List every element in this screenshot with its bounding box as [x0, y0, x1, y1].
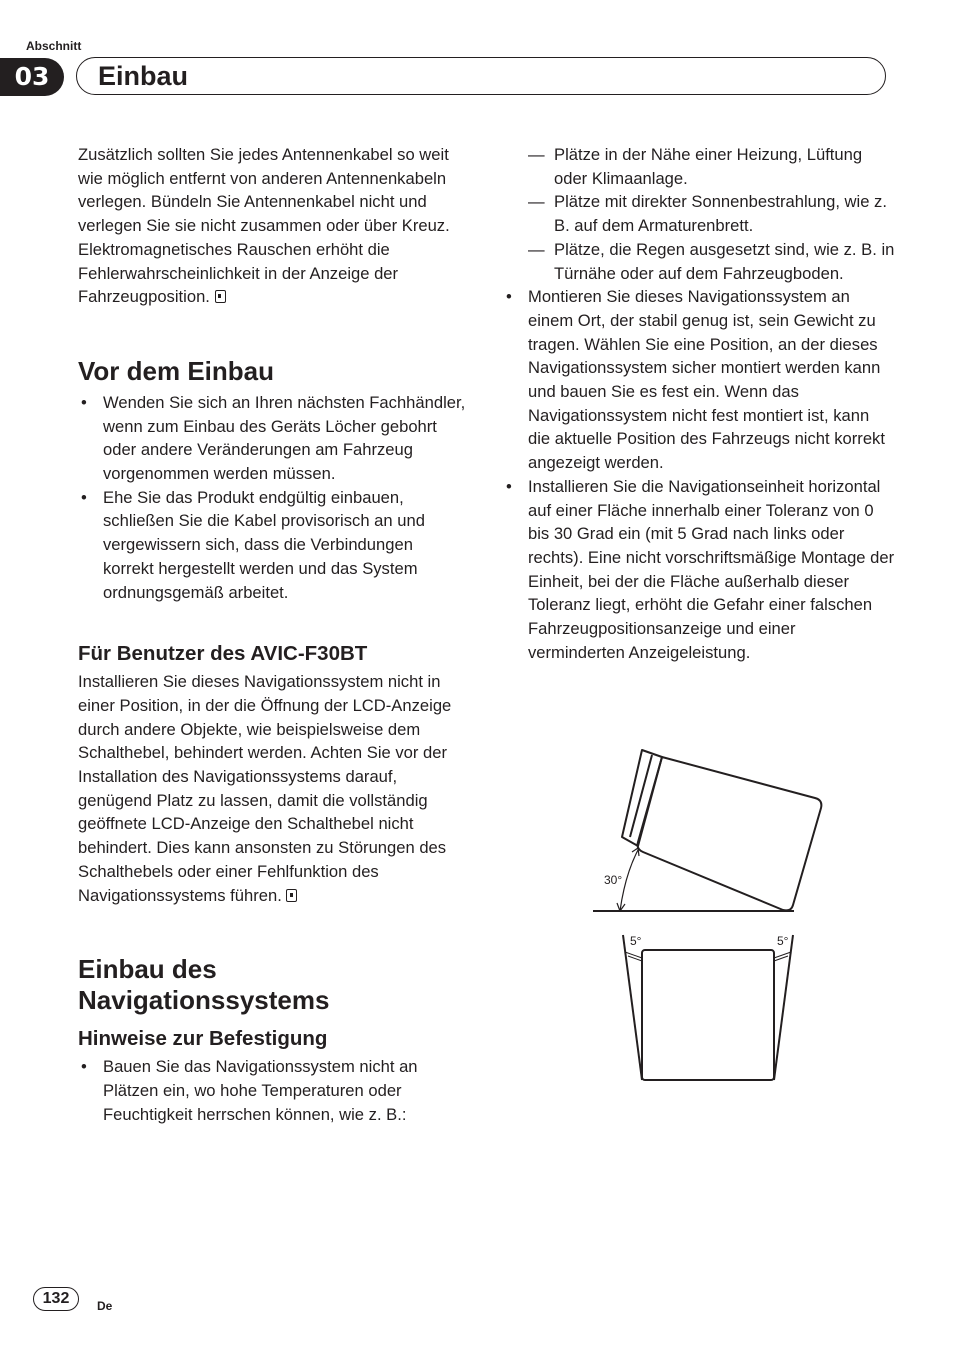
intro-paragraph-text: Zusätzlich sollten Sie jedes Antennenkabel so weit wie möglich entfernt von anderen Antennenkabeln verlegen. Bündeln Sie Antennenkabel nicht und verlegen Sie sie nicht zusammen oder über Kreuz. Elektromagnetisches Rauschen erhöht die Fehlerwahrscheinlichkeit in der Anzeige der Fahrzeugposition.: [78, 145, 450, 307]
section-title-frame: [76, 57, 886, 95]
installation-angle-diagram: [580, 745, 840, 1090]
before-install-list: [78, 391, 466, 604]
section-title: Einbau: [98, 61, 189, 91]
heading-install-nav: Einbau des Navigationssystems: [78, 954, 330, 1016]
language-code: De: [97, 1299, 113, 1313]
avic-paragraph: [78, 670, 466, 907]
tilt-angle-label: 30°: [604, 873, 623, 887]
angle-arc-30: [620, 850, 638, 911]
section-number-badge: 03: [0, 58, 64, 96]
list-item: • Bauen Sie das Navigationssystem nicht an Plätzen ein, wo hohe Temperaturen oder Feuchtigkeit herrschen können, wie z. B.:: [78, 1055, 466, 1126]
right-column: [503, 143, 895, 664]
page-number: 132: [33, 1287, 79, 1311]
side-right-angle-label: 5°: [777, 934, 789, 948]
mounting-bullets: [503, 285, 895, 664]
dash-item: — Plätze mit direkter Sonnenbestrahlung, wie z. B. auf dem Armaturenbrett.: [503, 190, 895, 237]
end-mark-icon: [215, 290, 226, 303]
dash-item: — Plätze, die Regen ausgesetzt sind, wie z. B. in Türnähe oder auf dem Fahrzeugboden.: [503, 238, 895, 285]
list-item: • Wenden Sie sich an Ihren nächsten Fachhändler, wenn zum Einbau des Geräts Löcher gebohrt oder andere Veränderungen am Fahrzeug vorgenommen werden müssen.: [78, 391, 466, 486]
list-item: • Installieren Sie die Navigationseinheit horizontal auf einer Fläche innerhalb einer Toleranz von 0 bis 30 Grad ein (mit 5 Grad nach links oder rechts). Eine nicht vorschriftsmäßige Montage der Einheit, bei der die Fläche außerhalb dieser Toleranz liegt, erhöht die Gefahr einer falschen Fahrzeugpositionsanzeige und einer verminderten Anzeigeleistung.: [503, 475, 895, 665]
intro-paragraph: [78, 143, 466, 309]
location-dash-list: [503, 143, 895, 285]
list-item: • Montieren Sie dieses Navigationssystem an einem Ort, der stabil genug ist, sein Gewicht zu tragen. Wählen Sie eine Position, an der dieses Navigationssystem sicher montiert werden kann und bauen Sie es fest ein. Wenn das Navigationssystem nicht fest montiert ist, kann die aktuelle Position des Fahrzeugs nicht korrekt angezeigt werden.: [503, 285, 895, 475]
side-left-angle-label: 5°: [630, 934, 642, 948]
mounting-list: [78, 1055, 466, 1126]
end-mark-icon: [286, 889, 297, 902]
heading-before-install: Vor dem Einbau: [78, 355, 274, 386]
subheading-mounting: Hinweise zur Befestigung: [78, 1027, 328, 1051]
section-label: Abschnitt: [26, 39, 82, 53]
dash-item: — Plätze in der Nähe einer Heizung, Lüftung oder Klimaanlage.: [503, 143, 895, 190]
subheading-avic: Für Benutzer des AVIC-F30BT: [78, 642, 368, 666]
left-column: [78, 143, 466, 1126]
front-view-drawing: [623, 935, 793, 1080]
avic-paragraph-text: Installieren Sie dieses Navigationssystem nicht in einer Position, in der die Öffnung der LCD-Anzeige durch andere Objekte, wie beispielsweise dem Schalthebel, behindert werden. Achten Sie vor der Installation des Navigationssystems darauf, genügend Platz zu lassen, damit die vollständig geöffnete LCD-Anzeige den Schalthebel nicht behindert. Dies kann ansonsten zu Störungen des Schalthebels oder einer Fehlfunktion des Navigationssystems führen.: [78, 672, 452, 905]
tilted-unit-drawing: [622, 750, 821, 910]
list-item: • Ehe Sie das Produkt endgültig einbauen, schließen Sie die Kabel provisorisch an und vergewissern sich, dass die Verbindungen korrekt hergestellt werden und das System ordnungsgemäß arbeitet.: [78, 486, 466, 605]
